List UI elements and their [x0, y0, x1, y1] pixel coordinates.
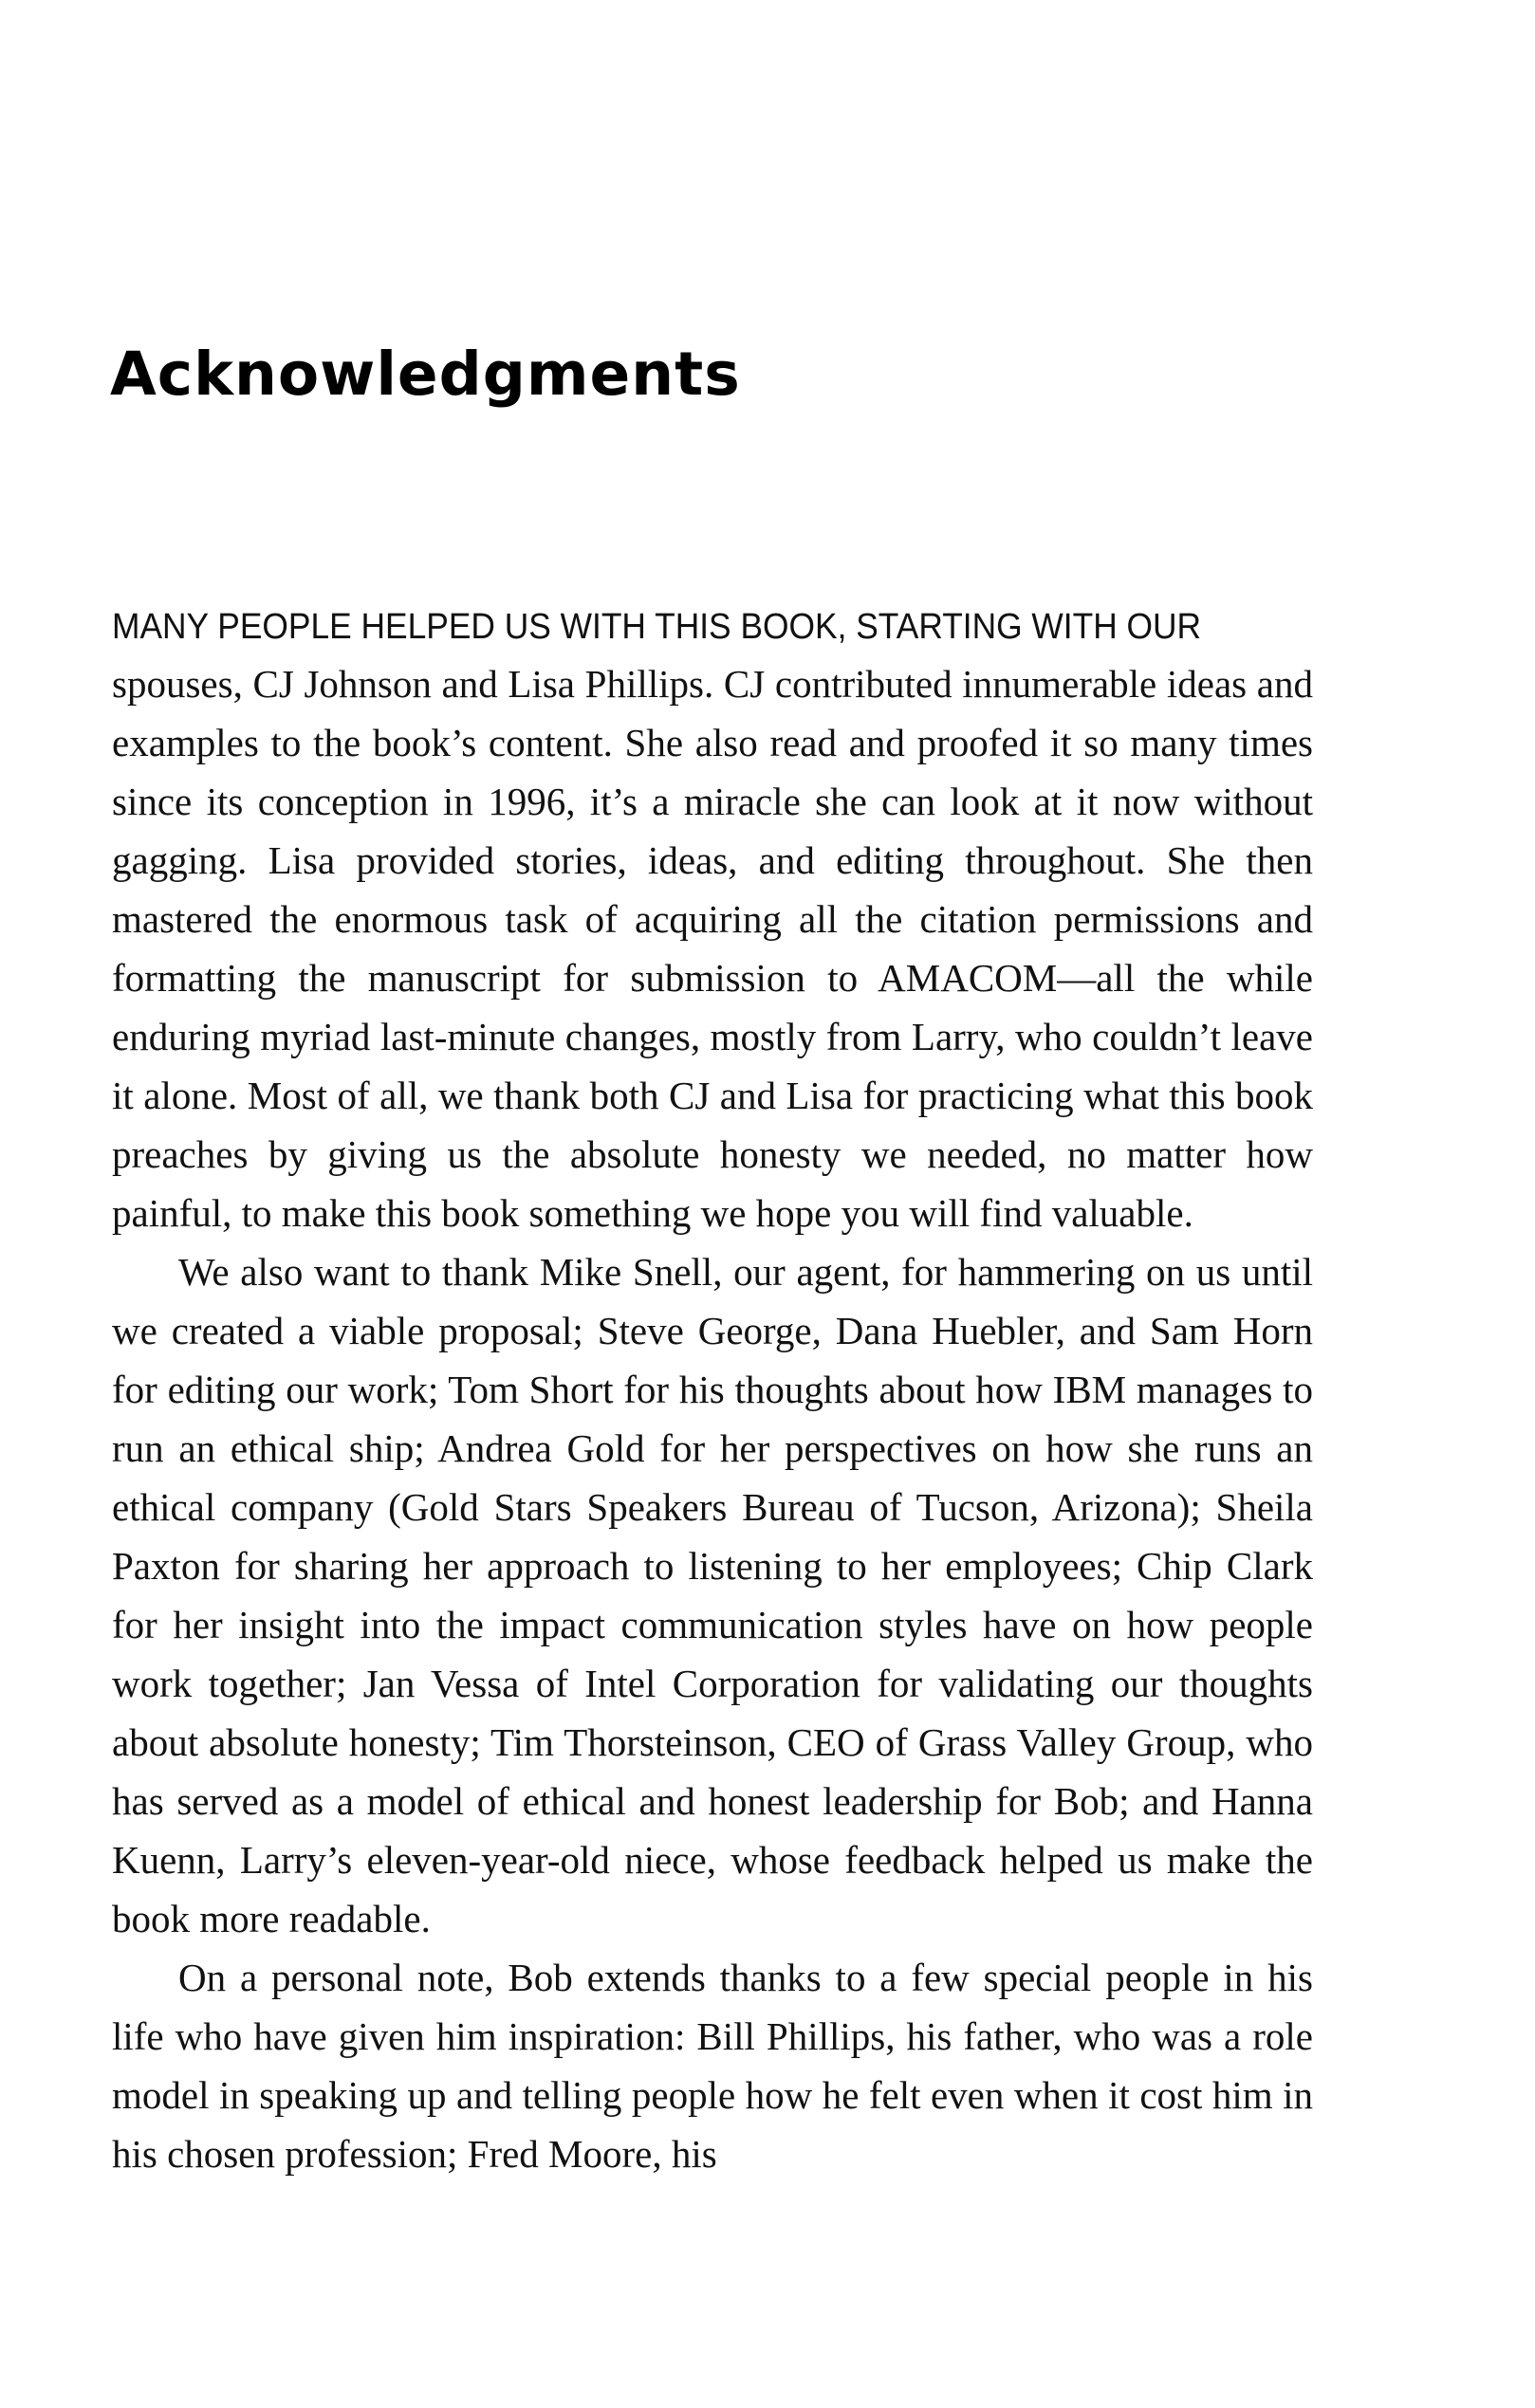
page-title: Acknowledgments: [110, 340, 741, 409]
lead-in-text: MANY PEOPLE HELPED US WITH THIS BOOK, STARTING WITH OUR: [112, 607, 1202, 647]
acknowledgments-body: [112, 596, 1313, 2183]
paragraph-2: We also want to thank Mike Snell, our agent, for hammering on us until we created a viable proposal; Steve George, Dana Huebler, and Sam Horn for editing our work; Tom Short for his thoughts about how IBM manages to run an ethical ship; Andrea Gold for her perspectives on how she runs an ethical company (Gold Stars Speakers Bureau of Tucson, Arizona); Sheila Paxton for sharing her approach to listening to her employees; Chip Clark for her insight into the impact communication styles have on how people work together; Jan Vessa of Intel Corporation for validating our thoughts about absolute honesty; Tim Thorsteinson, CEO of Grass Valley Group, who has served as a model of ethical and honest leadership for Bob; and Hanna Kuenn, Larry’s eleven-year-old niece, whose feedback helped us make the book more readable.: [112, 1250, 1313, 1940]
paragraph-3: On a personal note, Bob extends thanks to a few special people in his life who have given him inspiration: Bill Phillips, his father, who was a role model in speaking up and telling people how he felt even when it cost him in his chosen profession; Fred Moore, his: [112, 1956, 1313, 2176]
lead-in-line: [112, 596, 1313, 654]
paragraph-1: spouses, CJ Johnson and Lisa Phillips. CJ contributed innumerable ideas and examples to the book’s content. She also read and proofed it so many times since its conception in 1996, it’s a miracle she can look at it now without gagging. Lisa provided stories, ideas, and editing throughout. She then mastered the enormous task of acquiring all the citation permissions and formatting the manuscript for submission to AMACOM—all the while enduring myriad last-minute changes, mostly from Larry, who couldn’t leave it alone. Most of all, we thank both CJ and Lisa for practicing what this book preaches by giving us the absolute honesty we needed, no matter how painful, to make this book something we hope you will find valuable.: [112, 662, 1313, 1235]
